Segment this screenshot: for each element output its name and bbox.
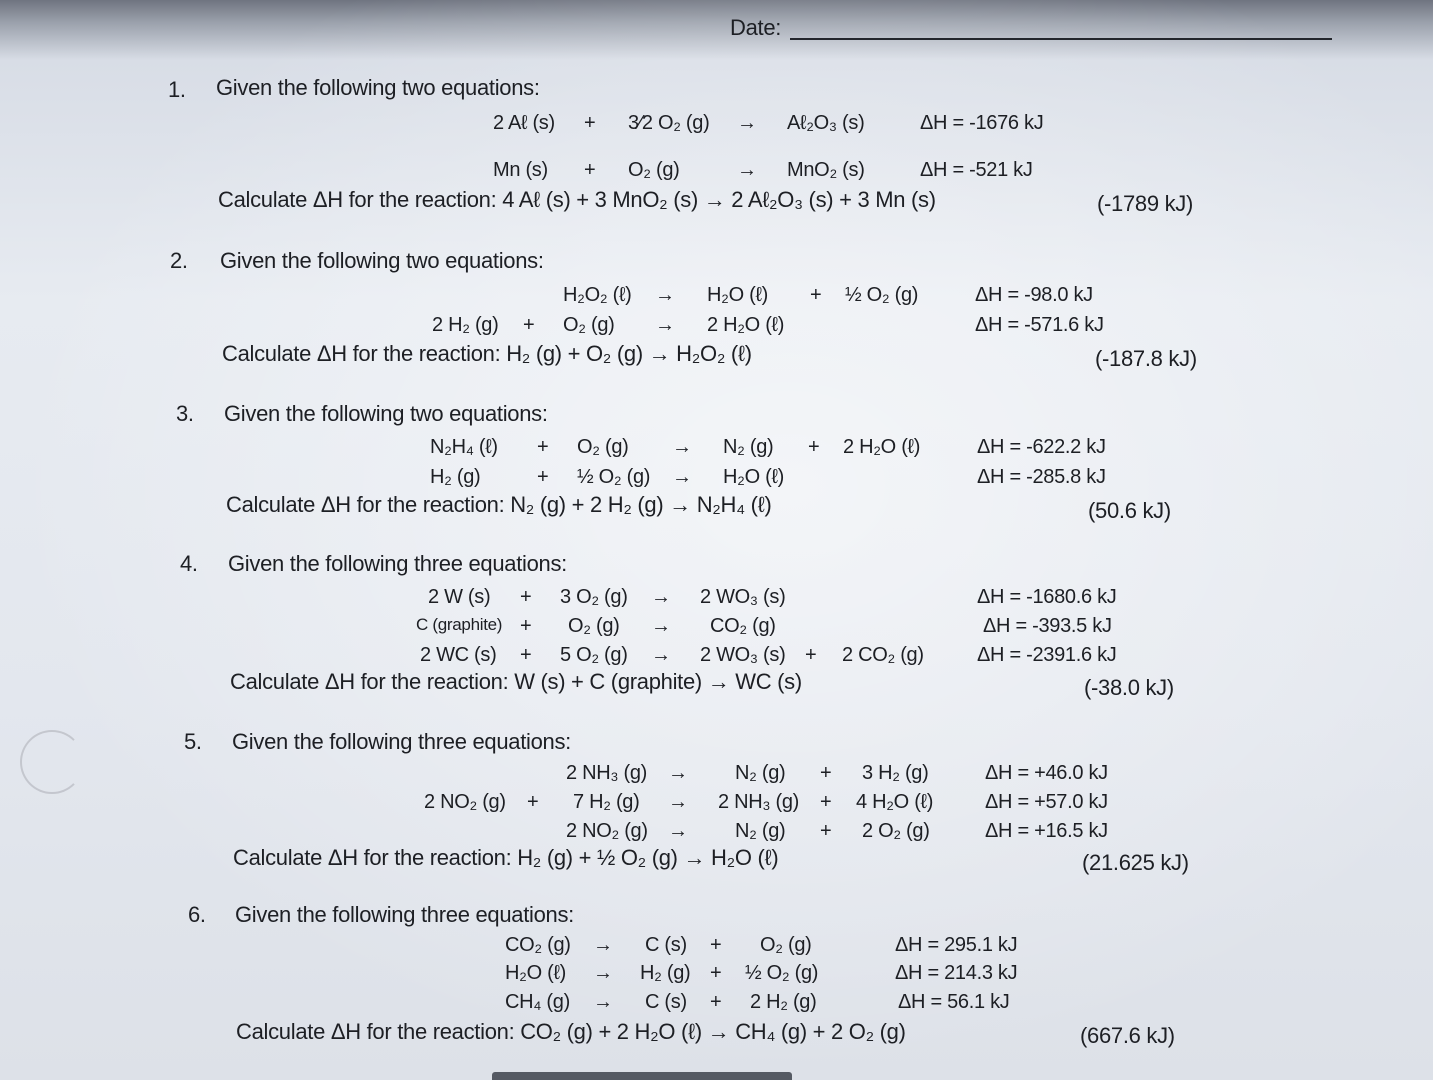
eq-species: N₂ (g) <box>735 820 786 842</box>
eq-species: H₂O₂ (ℓ) <box>563 284 632 306</box>
calc-reaction: Calculate ΔH for the reaction: N₂ (g) + 2 H₂ (g) → N₂H₄ (ℓ) <box>226 492 772 517</box>
eq-species: H₂O (ℓ) <box>707 284 769 306</box>
delta-h: ΔH = +16.5 kJ <box>985 820 1108 842</box>
problem-prompt: Given the following two equations: <box>216 75 540 100</box>
calc-reaction: Calculate ΔH for the reaction: CO₂ (g) + 2 H₂O (ℓ) → CH₄ (g) + 2 O₂ (g) <box>236 1019 906 1044</box>
eq-species: H₂O (ℓ) <box>505 962 567 984</box>
eq-species: ½ O₂ (g) <box>745 962 819 984</box>
eq-species: H₂O (ℓ) <box>723 466 785 488</box>
eq-species: 2 NH₃ (g) <box>566 762 648 784</box>
eq-species: CO₂ (g) <box>505 934 571 956</box>
delta-h: ΔH = -285.8 kJ <box>977 466 1106 488</box>
eq-species: C (s) <box>645 991 687 1013</box>
delta-h: ΔH = +46.0 kJ <box>985 762 1108 784</box>
eq-species: 2 H₂O (ℓ) <box>707 314 785 336</box>
eq-plus: + <box>710 962 722 984</box>
eq-species: MnO₂ (s) <box>787 159 865 181</box>
eq-arrow: → <box>672 436 692 458</box>
eq-plus: + <box>520 615 532 637</box>
eq-plus: + <box>820 791 832 813</box>
eq-species: CH₄ (g) <box>505 991 570 1013</box>
eq-plus: + <box>820 762 832 784</box>
eq-arrow: → <box>668 762 688 784</box>
eq-plus: + <box>808 436 820 458</box>
eq-plus: + <box>810 284 822 306</box>
eq-arrow: → <box>655 314 675 336</box>
answer: (50.6 kJ) <box>1088 498 1171 523</box>
eq-species: O₂ (g) <box>563 314 615 336</box>
eq-species: 2 NH₃ (g) <box>718 791 800 813</box>
delta-h: ΔH = -393.5 kJ <box>983 615 1112 637</box>
delta-h: ΔH = 56.1 kJ <box>898 991 1010 1013</box>
eq-arrow: → <box>737 112 757 134</box>
eq-species: Aℓ₂O₃ (s) <box>787 112 865 134</box>
problem-number: 1. <box>168 77 186 102</box>
date-line <box>790 38 1332 40</box>
eq-species: 2 O₂ (g) <box>862 820 930 842</box>
calc-reaction: Calculate ΔH for the reaction: W (s) + C (graphite) → WC (s) <box>230 669 802 694</box>
eq-arrow: → <box>593 934 613 956</box>
eq-arrow: → <box>668 820 688 842</box>
eq-plus: + <box>820 820 832 842</box>
eq-plus: + <box>523 314 535 336</box>
answer: (21.625 kJ) <box>1082 850 1189 875</box>
eq-plus: + <box>710 934 722 956</box>
eq-plus: + <box>710 991 722 1013</box>
eq-plus: + <box>520 644 532 666</box>
eq-species: 2 H₂ (g) <box>750 991 817 1013</box>
problem-number: 5. <box>184 729 202 754</box>
eq-species: C (graphite) <box>416 615 503 634</box>
problem-number: 3. <box>176 401 194 426</box>
eq-arrow: → <box>651 644 671 666</box>
eq-species: 2 CO₂ (g) <box>842 644 924 666</box>
eq-arrow: → <box>737 159 757 181</box>
problem-number: 4. <box>180 551 198 576</box>
eq-species: 2 Aℓ (s) <box>493 112 555 134</box>
answer: (667.6 kJ) <box>1080 1023 1175 1048</box>
eq-species: 5 O₂ (g) <box>560 644 628 666</box>
eq-species: ½ O₂ (g) <box>577 466 651 488</box>
delta-h: ΔH = 295.1 kJ <box>895 934 1018 956</box>
eq-species: N₂H₄ (ℓ) <box>430 436 498 458</box>
problem-prompt: Given the following three equations: <box>235 902 574 927</box>
problem-prompt: Given the following three equations: <box>232 729 571 754</box>
problem-prompt: Given the following two equations: <box>224 401 548 426</box>
delta-h: ΔH = -98.0 kJ <box>975 284 1093 306</box>
eq-arrow: → <box>593 991 613 1013</box>
eq-species: 2 WO₃ (s) <box>700 644 786 666</box>
eq-arrow: → <box>593 962 613 984</box>
eq-species: 2 NO₂ (g) <box>424 791 506 813</box>
problem-prompt: Given the following two equations: <box>220 248 544 273</box>
delta-h: ΔH = -1676 kJ <box>920 112 1044 134</box>
eq-species: 4 H₂O (ℓ) <box>856 791 934 813</box>
paper-smudge <box>20 730 84 794</box>
date-label: Date: <box>730 15 782 40</box>
eq-species: 2 WC (s) <box>420 644 497 666</box>
problem-prompt: Given the following three equations: <box>228 551 567 576</box>
delta-h: ΔH = -571.6 kJ <box>975 314 1104 336</box>
eq-arrow: → <box>668 791 688 813</box>
eq-species: N₂ (g) <box>735 762 786 784</box>
device-edge <box>492 1072 792 1080</box>
eq-plus: + <box>805 644 817 666</box>
calc-reaction: Calculate ΔH for the reaction: H₂ (g) + ½ O₂ (g) → H₂O (ℓ) <box>233 845 779 870</box>
eq-species: N₂ (g) <box>723 436 774 458</box>
eq-plus: + <box>527 791 539 813</box>
eq-species: 2 W (s) <box>428 586 491 608</box>
answer: (-187.8 kJ) <box>1095 346 1197 371</box>
eq-plus: + <box>584 112 596 134</box>
eq-arrow: → <box>672 466 692 488</box>
eq-species: 2 H₂O (ℓ) <box>843 436 921 458</box>
problem-number: 2. <box>170 248 188 273</box>
delta-h: ΔH = -1680.6 kJ <box>977 586 1117 608</box>
eq-species: CO₂ (g) <box>710 615 776 637</box>
eq-species: H₂ (g) <box>430 466 481 488</box>
eq-species: 2 NO₂ (g) <box>566 820 648 842</box>
eq-species: 3⁄2 O₂ (g) <box>628 112 710 134</box>
delta-h: ΔH = -622.2 kJ <box>977 436 1106 458</box>
eq-species: O₂ (g) <box>577 436 629 458</box>
eq-arrow: → <box>651 615 671 637</box>
eq-species: Mn (s) <box>493 159 548 181</box>
eq-plus: + <box>584 159 596 181</box>
eq-species: H₂ (g) <box>640 962 691 984</box>
delta-h: ΔH = +57.0 kJ <box>985 791 1108 813</box>
delta-h: ΔH = -2391.6 kJ <box>977 644 1117 666</box>
eq-species: 7 H₂ (g) <box>573 791 640 813</box>
eq-species: ½ O₂ (g) <box>845 284 919 306</box>
eq-species: C (s) <box>645 934 687 956</box>
eq-species: 2 H₂ (g) <box>432 314 499 336</box>
problem-number: 6. <box>188 902 206 927</box>
answer: (-1789 kJ) <box>1097 191 1194 216</box>
delta-h: ΔH = 214.3 kJ <box>895 962 1018 984</box>
calc-reaction: Calculate ΔH for the reaction: H₂ (g) + O₂ (g) → H₂O₂ (ℓ) <box>222 341 752 366</box>
eq-plus: + <box>537 436 549 458</box>
eq-species: O₂ (g) <box>568 615 620 637</box>
eq-species: 3 H₂ (g) <box>862 762 929 784</box>
eq-species: 2 WO₃ (s) <box>700 586 786 608</box>
eq-plus: + <box>520 586 532 608</box>
answer: (-38.0 kJ) <box>1084 675 1174 700</box>
eq-plus: + <box>537 466 549 488</box>
calc-reaction: Calculate ΔH for the reaction: 4 Aℓ (s) + 3 MnO₂ (s) → 2 Aℓ₂O₃ (s) + 3 Mn (s) <box>218 187 936 212</box>
eq-species: O₂ (g) <box>628 159 680 181</box>
delta-h: ΔH = -521 kJ <box>920 159 1033 181</box>
eq-arrow: → <box>655 284 675 306</box>
eq-arrow: → <box>651 586 671 608</box>
eq-species: O₂ (g) <box>760 934 812 956</box>
eq-species: 3 O₂ (g) <box>560 586 628 608</box>
